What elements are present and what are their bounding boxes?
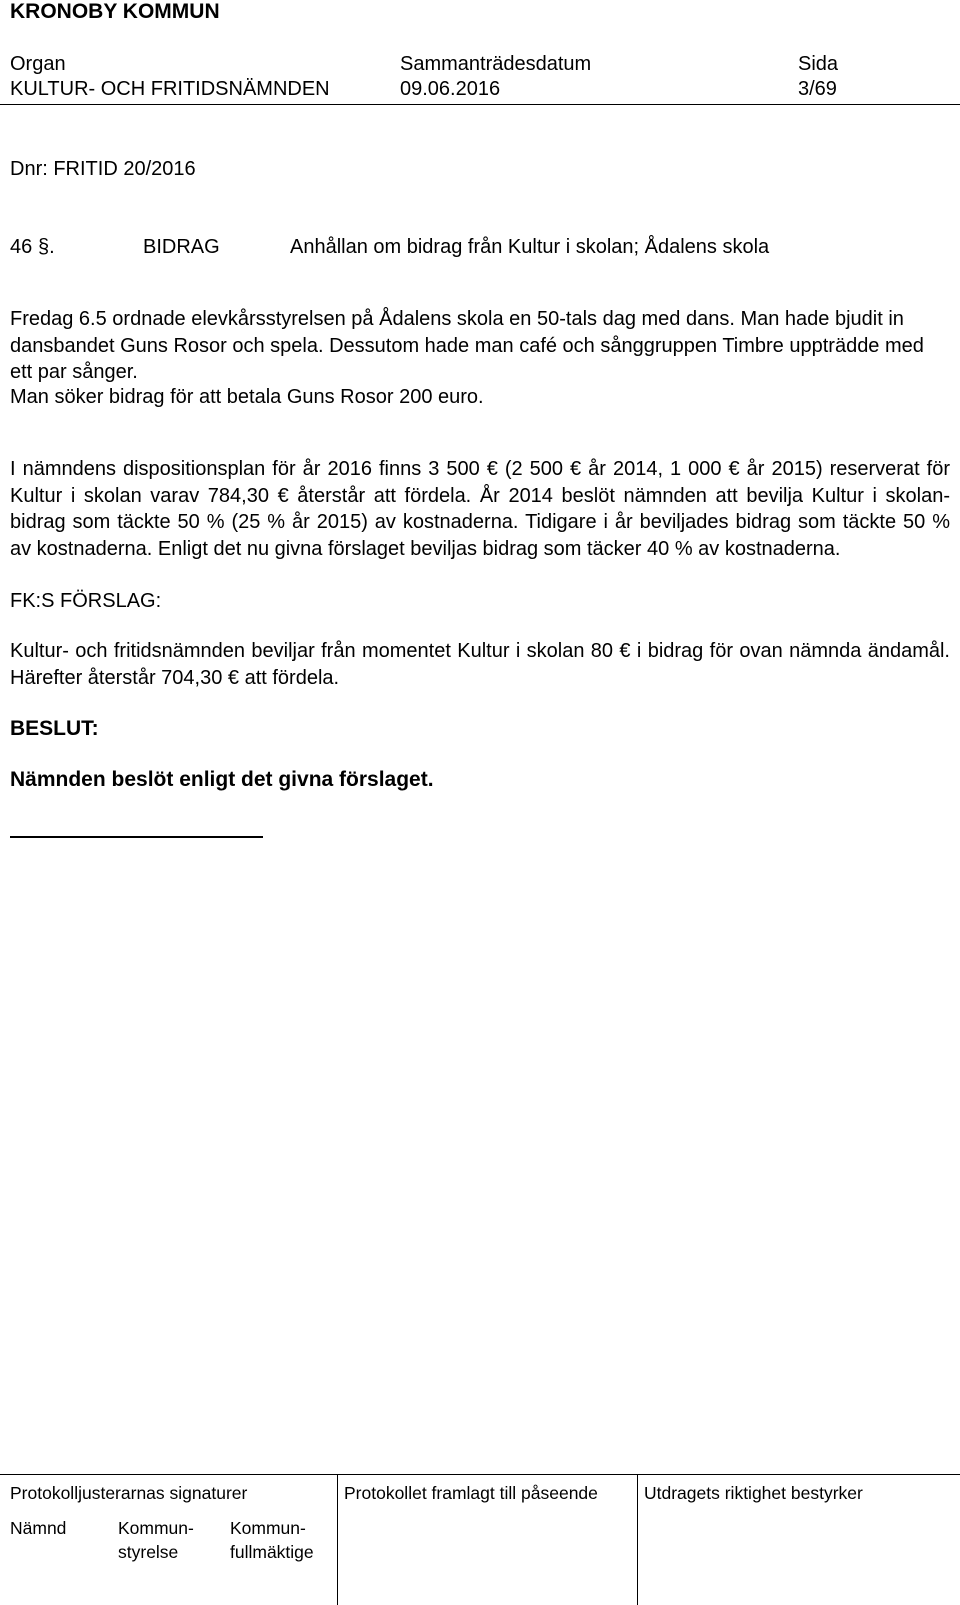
paragraph-budget: I nämndens dispositionsplan för år 2016 finns 3 500 € (2 500 € år 2014, 1 000 € år 2015) reserverat för Kultur i skolan varav 784,30 € återstår att fördela. År 2014 beslöt nämnden att bevilja Kultur i skolan-bidrag som täckte 50 % (25 % år 2015) av kostnaderna. Tidigare i år beviljades bidrag som täckte 50 % av kostnaderna. Enligt det nu givna förslaget beviljas bidrag som täcker 40 % av kostnaderna. — [10, 458, 950, 560]
section-symbol: §. — [38, 236, 55, 258]
footer-sig-council-line1: Kommun- — [230, 1518, 306, 1538]
paragraph-event-description: Fredag 6.5 ordnade elevkårsstyrelsen på Ådalens skola en 50-tals dag med dans. Man hade bjudit in dansbandet Guns Rosor och spela. Dessutom hade man café och sånggruppen Timbre uppträdde med ett par sånger. — [10, 308, 924, 383]
footer-sig-executive-line1: Kommun- — [118, 1518, 194, 1538]
footer-posted-title: Protokollet framlagt till påseende — [344, 1483, 598, 1503]
footer-sig-board: Nämnd — [10, 1518, 67, 1538]
footer-divider — [0, 1474, 960, 1475]
section-category: BIDRAG — [143, 236, 220, 258]
page-number: 3/69 — [798, 78, 837, 100]
section-number: 46 — [10, 236, 33, 258]
footer-sig-executive-line2: styrelse — [118, 1542, 179, 1562]
section-title: Anhållan om bidrag från Kultur i skolan; Ådalens skola — [290, 236, 770, 258]
organ-label: Organ — [10, 53, 66, 75]
footer-sig-council-line2: fullmäktige — [230, 1542, 314, 1562]
footer-certified-title: Utdragets riktighet bestyrker — [644, 1483, 863, 1503]
footer-column-divider — [637, 1474, 638, 1605]
meeting-date-value: 09.06.2016 — [400, 78, 501, 100]
decision-text: Nämnden beslöt enligt det givna förslaget. — [10, 768, 434, 791]
decision-heading: BESLUT: — [10, 717, 99, 740]
case-number: Dnr: FRITID 20/2016 — [10, 158, 196, 180]
header-divider — [0, 104, 960, 105]
footer-column-divider — [337, 1474, 338, 1605]
proposal-heading: FK:S FÖRSLAG: — [10, 590, 162, 612]
proposal-text: Kultur- och fritidsnämnden beviljar från momentet Kultur i skolan 80 € i bidrag för ovan nämnda ändamål. Härefter återstår 704,30 € att fördela. — [10, 640, 950, 689]
signature-line — [10, 836, 263, 838]
municipality-name: KRONOBY KOMMUN — [10, 0, 220, 23]
page-label: Sida — [798, 53, 839, 75]
meeting-date-label: Sammanträdesdatum — [400, 53, 592, 75]
organ-value: KULTUR- OCH FRITIDSNÄMNDEN — [10, 78, 330, 100]
footer-signatures-title: Protokolljusterarnas signaturer — [10, 1483, 248, 1503]
paragraph-request: Man söker bidrag för att betala Guns Rosor 200 euro. — [10, 386, 484, 408]
